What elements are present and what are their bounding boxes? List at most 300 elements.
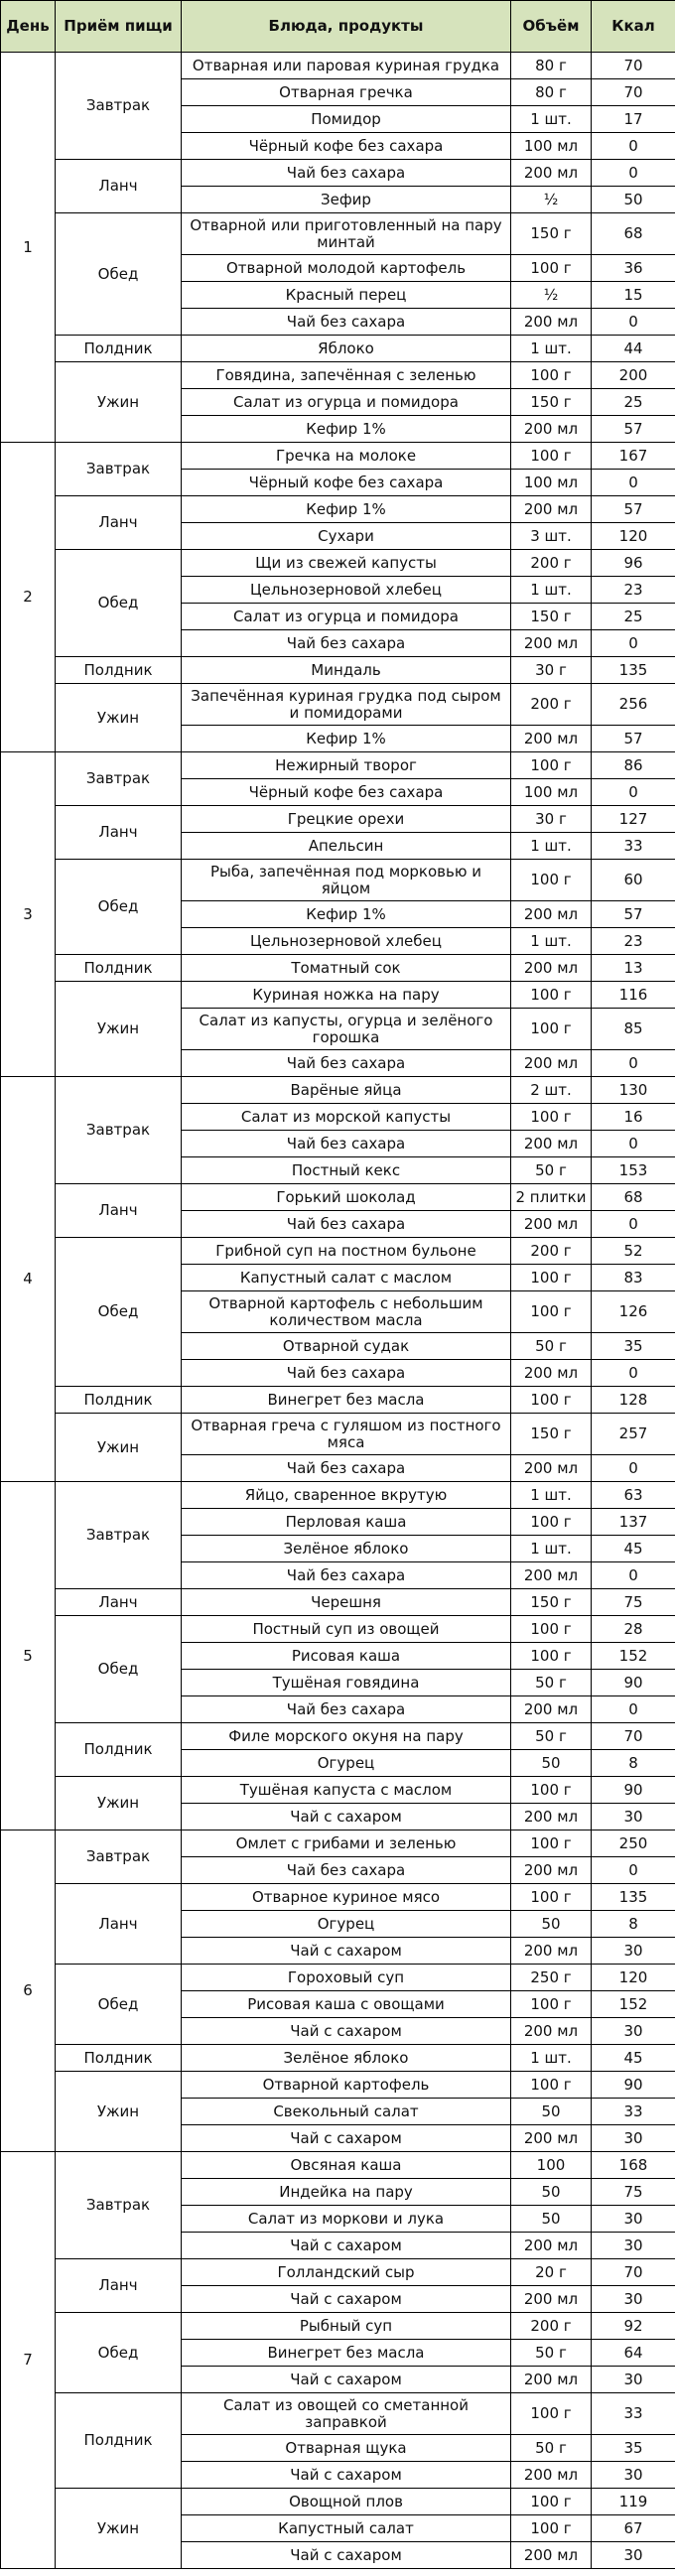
- portion-amount: 1 шт.: [511, 1536, 592, 1562]
- kcal-value: 256: [592, 684, 675, 726]
- dish-name: Чай с сахаром: [182, 2125, 511, 2152]
- kcal-value: 70: [592, 79, 675, 106]
- dish-name: Тушёная говядина: [182, 1670, 511, 1696]
- kcal-value: 28: [592, 1616, 675, 1643]
- dish-name: Чай с сахаром: [182, 2367, 511, 2393]
- dish-name: Запечённая куриная грудка под сыром и помидорами: [182, 684, 511, 726]
- dish-name: Салат из морской капусты: [182, 1104, 511, 1131]
- kcal-value: 90: [592, 1777, 675, 1804]
- dish-name: Огурец: [182, 1750, 511, 1777]
- portion-amount: 100 г: [511, 1291, 592, 1333]
- meal-name: Завтрак: [56, 1482, 182, 1589]
- dish-name: Чай без сахара: [182, 160, 511, 187]
- meal-name: Обед: [56, 550, 182, 657]
- kcal-value: 0: [592, 1131, 675, 1157]
- day-number: 3: [1, 752, 56, 1077]
- kcal-value: 30: [592, 2286, 675, 2313]
- dish-name: Грецкие орехи: [182, 806, 511, 833]
- kcal-value: 63: [592, 1482, 675, 1509]
- table-row: [1, 684, 675, 726]
- table-row: [1, 2489, 675, 2515]
- dish-name: Свекольный салат: [182, 2099, 511, 2125]
- portion-amount: 200 мл: [511, 1050, 592, 1077]
- portion-amount: 50 г: [511, 1333, 592, 1360]
- meal-name: Ужин: [56, 2072, 182, 2152]
- portion-amount: 200 мл: [511, 2286, 592, 2313]
- kcal-value: 130: [592, 1077, 675, 1104]
- kcal-value: 70: [592, 1723, 675, 1750]
- table-row: [1, 1830, 675, 1857]
- dish-name: Овощной плов: [182, 2489, 511, 2515]
- dish-name: Чай без сахара: [182, 1455, 511, 1482]
- dish-name: Гороховый суп: [182, 1965, 511, 1991]
- kcal-value: 0: [592, 1696, 675, 1723]
- dish-name: Цельнозерновой хлебец: [182, 577, 511, 604]
- table-row: [1, 1482, 675, 1509]
- dish-name: Чёрный кофе без сахара: [182, 470, 511, 496]
- kcal-value: 0: [592, 1562, 675, 1589]
- portion-amount: 200 мл: [511, 1360, 592, 1387]
- kcal-value: 75: [592, 1589, 675, 1616]
- dish-name: Огурец: [182, 1911, 511, 1938]
- kcal-value: 0: [592, 309, 675, 336]
- kcal-value: 23: [592, 577, 675, 604]
- dish-name: Винегрет без масла: [182, 2340, 511, 2367]
- table-row: [1, 2152, 675, 2179]
- portion-amount: 200 мл: [511, 1696, 592, 1723]
- portion-amount: 200 мл: [511, 2125, 592, 2152]
- kcal-value: 168: [592, 2152, 675, 2179]
- dish-name: Салат из огурца и помидора: [182, 389, 511, 416]
- table-row: [1, 806, 675, 833]
- meal-name: Завтрак: [56, 1830, 182, 1884]
- portion-amount: 150 г: [511, 213, 592, 255]
- dish-name: Чай без сахара: [182, 309, 511, 336]
- portion-amount: 100 г: [511, 752, 592, 779]
- portion-amount: 100 г: [511, 2072, 592, 2099]
- portion-amount: 100 г: [511, 2515, 592, 2542]
- portion-amount: 100 г: [511, 2489, 592, 2515]
- portion-amount: 200 мл: [511, 1131, 592, 1157]
- dish-name: Кефир 1%: [182, 416, 511, 443]
- portion-amount: 50 г: [511, 2340, 592, 2367]
- portion-amount: 200 мл: [511, 2018, 592, 2045]
- meal-name: Обед: [56, 1238, 182, 1387]
- dish-name: Чай без сахара: [182, 1360, 511, 1387]
- portion-amount: 200 мл: [511, 1211, 592, 1238]
- meal-name: Ланч: [56, 2259, 182, 2313]
- dish-name: Капустный салат с маслом: [182, 1265, 511, 1291]
- meal-name: Полдник: [56, 2045, 182, 2072]
- dish-name: Чай с сахаром: [182, 2018, 511, 2045]
- meal-name: Ланч: [56, 1184, 182, 1238]
- header-amount: Объём: [511, 1, 592, 53]
- header-kcal: Ккал: [592, 1, 675, 53]
- kcal-value: 126: [592, 1291, 675, 1333]
- portion-amount: 50: [511, 1750, 592, 1777]
- table-row: [1, 1965, 675, 1991]
- table-row: [1, 1777, 675, 1804]
- meal-name: Завтрак: [56, 443, 182, 496]
- kcal-value: 0: [592, 630, 675, 657]
- portion-amount: 200 г: [511, 550, 592, 577]
- dish-name: Тушёная капуста с маслом: [182, 1777, 511, 1804]
- dish-name: Яблоко: [182, 336, 511, 362]
- meal-name: Завтрак: [56, 1077, 182, 1184]
- dish-name: Салат из капусты, огурца и зелёного горошка: [182, 1009, 511, 1050]
- table-row: [1, 2045, 675, 2072]
- portion-amount: ½: [511, 187, 592, 213]
- table-row: [1, 1238, 675, 1265]
- kcal-value: 92: [592, 2313, 675, 2340]
- portion-amount: 200 мл: [511, 416, 592, 443]
- kcal-value: 250: [592, 1830, 675, 1857]
- dish-name: Рисовая каша: [182, 1643, 511, 1670]
- portion-amount: 100 мл: [511, 779, 592, 806]
- header-dish: Блюда, продукты: [182, 1, 511, 53]
- table-row: [1, 860, 675, 901]
- portion-amount: 100 г: [511, 860, 592, 901]
- dish-name: Перловая каша: [182, 1509, 511, 1536]
- dish-name: Отварной картофель: [182, 2072, 511, 2099]
- dish-name: Чай без сахара: [182, 1211, 511, 1238]
- table-row: [1, 1723, 675, 1750]
- meal-name: Полдник: [56, 336, 182, 362]
- kcal-value: 257: [592, 1414, 675, 1455]
- table-row: [1, 550, 675, 577]
- portion-amount: 50: [511, 1911, 592, 1938]
- portion-amount: 2 шт.: [511, 1077, 592, 1104]
- portion-amount: 200 мл: [511, 1562, 592, 1589]
- dish-name: Рыба, запечённая под морковью и яйцом: [182, 860, 511, 901]
- portion-amount: 100 г: [511, 443, 592, 470]
- kcal-value: 30: [592, 1804, 675, 1830]
- portion-amount: 200 мл: [511, 630, 592, 657]
- table-row: [1, 160, 675, 187]
- portion-amount: 250 г: [511, 1965, 592, 1991]
- portion-amount: 100 г: [511, 1265, 592, 1291]
- kcal-value: 0: [592, 1211, 675, 1238]
- day-number: 6: [1, 1830, 56, 2152]
- kcal-value: 30: [592, 1938, 675, 1965]
- kcal-value: 60: [592, 860, 675, 901]
- table-row: [1, 213, 675, 255]
- dish-name: Рыбный суп: [182, 2313, 511, 2340]
- dish-name: Салат из овощей со сметанной заправкой: [182, 2393, 511, 2435]
- portion-amount: 200 мл: [511, 2233, 592, 2259]
- kcal-value: 57: [592, 726, 675, 752]
- portion-amount: 150 г: [511, 389, 592, 416]
- portion-amount: 200 мл: [511, 1455, 592, 1482]
- dish-name: Щи из свежей капусты: [182, 550, 511, 577]
- portion-amount: 100 г: [511, 2393, 592, 2435]
- table-row: [1, 1616, 675, 1643]
- dish-name: Отварной картофель с небольшим количеством масла: [182, 1291, 511, 1333]
- kcal-value: 36: [592, 255, 675, 282]
- kcal-value: 70: [592, 53, 675, 79]
- table-row: [1, 2259, 675, 2286]
- kcal-value: 83: [592, 1265, 675, 1291]
- header-row: [1, 1, 675, 53]
- portion-amount: 1 шт.: [511, 833, 592, 860]
- dish-name: Куриная ножка на пару: [182, 982, 511, 1009]
- kcal-value: 135: [592, 1884, 675, 1911]
- kcal-value: 68: [592, 1184, 675, 1211]
- dish-name: Чай без сахара: [182, 630, 511, 657]
- dish-name: Отварная греча с гуляшом из постного мяса: [182, 1414, 511, 1455]
- table-body: [1, 53, 675, 2569]
- dish-name: Салат из огурца и помидора: [182, 604, 511, 630]
- meal-name: Полдник: [56, 1387, 182, 1414]
- kcal-value: 52: [592, 1238, 675, 1265]
- meal-name: Обед: [56, 860, 182, 955]
- table-row: [1, 1884, 675, 1911]
- portion-amount: 200 г: [511, 1238, 592, 1265]
- portion-amount: 100 г: [511, 1104, 592, 1131]
- portion-amount: 200 мл: [511, 2367, 592, 2393]
- kcal-value: 57: [592, 901, 675, 928]
- portion-amount: 100 г: [511, 1387, 592, 1414]
- portion-amount: 200 г: [511, 684, 592, 726]
- table-row: [1, 336, 675, 362]
- kcal-value: 30: [592, 2462, 675, 2489]
- dish-name: Чай с сахаром: [182, 2286, 511, 2313]
- dish-name: Чай с сахаром: [182, 2233, 511, 2259]
- portion-amount: 3 шт.: [511, 523, 592, 550]
- meal-name: Ужин: [56, 1777, 182, 1830]
- portion-amount: 200 мл: [511, 160, 592, 187]
- portion-amount: 150 г: [511, 1589, 592, 1616]
- portion-amount: 50 г: [511, 1157, 592, 1184]
- portion-amount: 100 г: [511, 1991, 592, 2018]
- kcal-value: 33: [592, 833, 675, 860]
- dish-name: Черешня: [182, 1589, 511, 1616]
- dish-name: Кефир 1%: [182, 901, 511, 928]
- meal-name: Полдник: [56, 955, 182, 982]
- portion-amount: ½: [511, 282, 592, 309]
- portion-amount: 200 мл: [511, 955, 592, 982]
- meal-name: Ланч: [56, 1884, 182, 1965]
- portion-amount: 100 г: [511, 1884, 592, 1911]
- kcal-value: 90: [592, 1670, 675, 1696]
- portion-amount: 100 г: [511, 362, 592, 389]
- table-row: [1, 2072, 675, 2099]
- dish-name: Помидор: [182, 106, 511, 133]
- dish-name: Индейка на пару: [182, 2179, 511, 2206]
- portion-amount: 100 г: [511, 982, 592, 1009]
- kcal-value: 44: [592, 336, 675, 362]
- portion-amount: 100: [511, 2152, 592, 2179]
- meal-name: Ланч: [56, 160, 182, 213]
- kcal-value: 0: [592, 470, 675, 496]
- dish-name: Кефир 1%: [182, 726, 511, 752]
- dish-name: Отварная или паровая куриная грудка: [182, 53, 511, 79]
- portion-amount: 2 плитки: [511, 1184, 592, 1211]
- kcal-value: 0: [592, 1050, 675, 1077]
- dish-name: Чай без сахара: [182, 1131, 511, 1157]
- portion-amount: 50 г: [511, 1723, 592, 1750]
- portion-amount: 200 мл: [511, 1857, 592, 1884]
- dish-name: Чай без сахара: [182, 1857, 511, 1884]
- table-row: [1, 53, 675, 79]
- table-header: [1, 1, 675, 53]
- portion-amount: 50 г: [511, 2435, 592, 2462]
- meal-name: Полдник: [56, 1723, 182, 1777]
- dish-name: Горький шоколад: [182, 1184, 511, 1211]
- portion-amount: 1 шт.: [511, 2045, 592, 2072]
- kcal-value: 33: [592, 2393, 675, 2435]
- portion-amount: 30 г: [511, 657, 592, 684]
- dish-name: Постный кекс: [182, 1157, 511, 1184]
- day-number: 1: [1, 53, 56, 443]
- kcal-value: 16: [592, 1104, 675, 1131]
- portion-amount: 200 мл: [511, 309, 592, 336]
- table-row: [1, 2393, 675, 2435]
- meal-name: Ланч: [56, 806, 182, 860]
- dish-name: Филе морского окуня на пару: [182, 1723, 511, 1750]
- meal-name: Ужин: [56, 684, 182, 752]
- day-number: 4: [1, 1077, 56, 1482]
- dish-name: Нежирный творог: [182, 752, 511, 779]
- kcal-value: 0: [592, 1455, 675, 1482]
- dish-name: Отварной или приготовленный на пару минтай: [182, 213, 511, 255]
- dish-name: Красный перец: [182, 282, 511, 309]
- kcal-value: 30: [592, 2367, 675, 2393]
- kcal-value: 57: [592, 416, 675, 443]
- kcal-value: 8: [592, 1911, 675, 1938]
- meal-name: Ужин: [56, 2489, 182, 2569]
- portion-amount: 50: [511, 2206, 592, 2233]
- portion-amount: 150 г: [511, 604, 592, 630]
- kcal-value: 33: [592, 2099, 675, 2125]
- meal-name: Полдник: [56, 2393, 182, 2489]
- meal-name: Ланч: [56, 496, 182, 550]
- portion-amount: 200 мл: [511, 901, 592, 928]
- portion-amount: 100 г: [511, 1777, 592, 1804]
- kcal-value: 50: [592, 187, 675, 213]
- kcal-value: 0: [592, 1360, 675, 1387]
- dish-name: Томатный сок: [182, 955, 511, 982]
- kcal-value: 30: [592, 2018, 675, 2045]
- table-row: [1, 496, 675, 523]
- kcal-value: 85: [592, 1009, 675, 1050]
- kcal-value: 64: [592, 2340, 675, 2367]
- kcal-value: 96: [592, 550, 675, 577]
- dish-name: Чай без сахара: [182, 1696, 511, 1723]
- meal-name: Обед: [56, 2313, 182, 2393]
- portion-amount: 200 мл: [511, 496, 592, 523]
- dish-name: Цельнозерновой хлебец: [182, 928, 511, 955]
- table-row: [1, 362, 675, 389]
- dish-name: Яйцо, сваренное вкрутую: [182, 1482, 511, 1509]
- dish-name: Отварное куриное мясо: [182, 1884, 511, 1911]
- meal-name: Ужин: [56, 982, 182, 1077]
- dish-name: Гречка на молоке: [182, 443, 511, 470]
- portion-amount: 200 мл: [511, 726, 592, 752]
- kcal-value: 86: [592, 752, 675, 779]
- dish-name: Овсяная каша: [182, 2152, 511, 2179]
- portion-amount: 200 г: [511, 2313, 592, 2340]
- portion-amount: 100 г: [511, 1830, 592, 1857]
- kcal-value: 137: [592, 1509, 675, 1536]
- kcal-value: 15: [592, 282, 675, 309]
- kcal-value: 17: [592, 106, 675, 133]
- kcal-value: 128: [592, 1387, 675, 1414]
- dish-name: Голландский сыр: [182, 2259, 511, 2286]
- portion-amount: 100 г: [511, 1509, 592, 1536]
- meal-name: Обед: [56, 1616, 182, 1723]
- portion-amount: 100 мл: [511, 470, 592, 496]
- kcal-value: 119: [592, 2489, 675, 2515]
- kcal-value: 57: [592, 496, 675, 523]
- dish-name: Отварная гречка: [182, 79, 511, 106]
- kcal-value: 200: [592, 362, 675, 389]
- portion-amount: 1 шт.: [511, 336, 592, 362]
- kcal-value: 68: [592, 213, 675, 255]
- portion-amount: 50: [511, 2179, 592, 2206]
- kcal-value: 45: [592, 2045, 675, 2072]
- day-number: 5: [1, 1482, 56, 1830]
- header-day: День: [1, 1, 56, 53]
- portion-amount: 1 шт.: [511, 106, 592, 133]
- kcal-value: 30: [592, 2206, 675, 2233]
- table-row: [1, 1589, 675, 1616]
- portion-amount: 30 г: [511, 806, 592, 833]
- dish-name: Чёрный кофе без сахара: [182, 133, 511, 160]
- kcal-value: 135: [592, 657, 675, 684]
- portion-amount: 100 г: [511, 1616, 592, 1643]
- table-row: [1, 1184, 675, 1211]
- dish-name: Винегрет без масла: [182, 1387, 511, 1414]
- portion-amount: 50: [511, 2099, 592, 2125]
- table-row: [1, 955, 675, 982]
- kcal-value: 153: [592, 1157, 675, 1184]
- header-meal: Приём пищи: [56, 1, 182, 53]
- portion-amount: 100 г: [511, 1643, 592, 1670]
- meal-name: Полдник: [56, 657, 182, 684]
- dish-name: Постный суп из овощей: [182, 1616, 511, 1643]
- kcal-value: 45: [592, 1536, 675, 1562]
- dish-name: Рисовая каша с овощами: [182, 1991, 511, 2018]
- meal-name: Завтрак: [56, 53, 182, 160]
- kcal-value: 116: [592, 982, 675, 1009]
- dish-name: Говядина, запечённая с зеленью: [182, 362, 511, 389]
- kcal-value: 0: [592, 1857, 675, 1884]
- kcal-value: 120: [592, 523, 675, 550]
- table-row: [1, 1077, 675, 1104]
- kcal-value: 30: [592, 2233, 675, 2259]
- table-row: [1, 752, 675, 779]
- kcal-value: 13: [592, 955, 675, 982]
- portion-amount: 200 мл: [511, 1938, 592, 1965]
- kcal-value: 152: [592, 1643, 675, 1670]
- kcal-value: 30: [592, 2125, 675, 2152]
- portion-amount: 200 мл: [511, 2542, 592, 2569]
- meal-name: Ужин: [56, 362, 182, 443]
- kcal-value: 30: [592, 2542, 675, 2569]
- kcal-value: 67: [592, 2515, 675, 2542]
- portion-amount: 150 г: [511, 1414, 592, 1455]
- meal-name: Обед: [56, 1965, 182, 2045]
- portion-amount: 20 г: [511, 2259, 592, 2286]
- portion-amount: 100 г: [511, 1009, 592, 1050]
- dish-name: Миндаль: [182, 657, 511, 684]
- dish-name: Салат из моркови и лука: [182, 2206, 511, 2233]
- portion-amount: 50 г: [511, 1670, 592, 1696]
- dish-name: Кефир 1%: [182, 496, 511, 523]
- dish-name: Отварной молодой картофель: [182, 255, 511, 282]
- dish-name: Зелёное яблоко: [182, 2045, 511, 2072]
